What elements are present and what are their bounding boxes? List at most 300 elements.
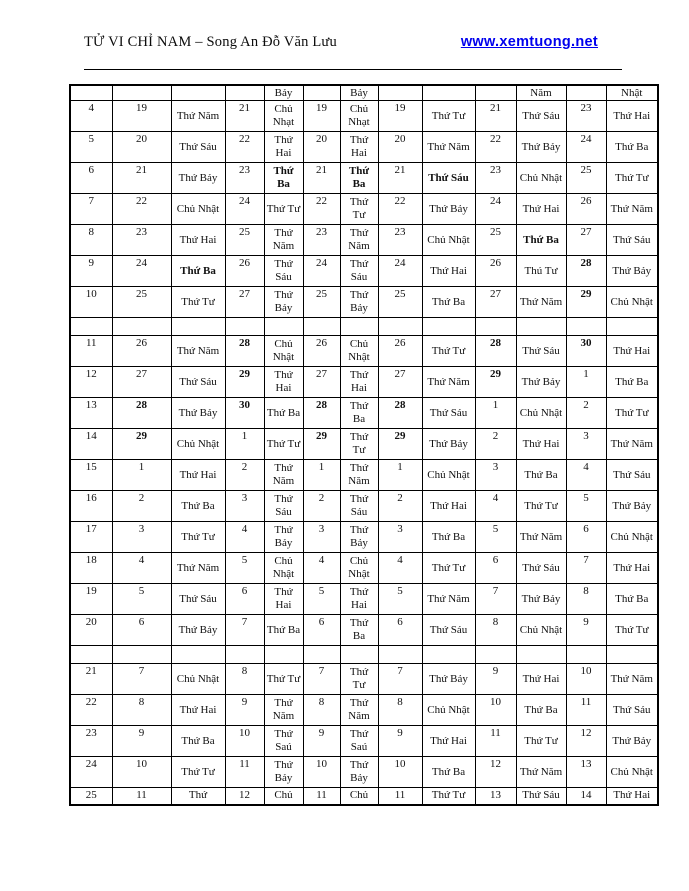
weekday-cell: Thứ Năm	[606, 429, 658, 460]
day-number-cell: 26	[378, 336, 422, 367]
day-number-cell: 23	[566, 101, 606, 132]
day-number-cell: 19	[70, 584, 112, 615]
weekday-cell: Chủ Nhật	[516, 615, 566, 646]
weekday-cell: Chủ Nhật	[422, 460, 475, 491]
day-number-cell: 23	[303, 225, 340, 256]
weekday-cell	[422, 318, 475, 336]
weekday-cell: Thứ Sáu	[171, 584, 225, 615]
day-number-cell: 16	[70, 491, 112, 522]
day-number-cell: 24	[112, 256, 171, 287]
weekday-cell: Thứ Sáu	[340, 491, 378, 522]
day-number-cell: 5	[70, 132, 112, 163]
weekday-cell: Thứ Năm	[264, 460, 303, 491]
day-number-cell: 1	[378, 460, 422, 491]
weekday-cell: Thứ	[171, 788, 225, 805]
day-number-cell: 26	[475, 256, 516, 287]
weekday-cell: Thứ Tư	[422, 788, 475, 805]
weekday-cell: Thứ Saú	[264, 726, 303, 757]
day-number-cell	[378, 646, 422, 664]
weekday-cell: Thứ Ba	[171, 726, 225, 757]
weekday-cell: Chủ Nhật	[171, 194, 225, 225]
table-row	[70, 522, 658, 553]
table-row	[70, 429, 658, 460]
table-row	[70, 757, 658, 788]
day-number-cell: 27	[303, 367, 340, 398]
day-number-cell: 22	[225, 132, 264, 163]
day-number-cell: 28	[475, 336, 516, 367]
day-number-cell: 11	[378, 788, 422, 805]
weekday-cell	[264, 646, 303, 664]
weekday-cell: Thứ Năm	[171, 336, 225, 367]
day-number-cell	[566, 85, 606, 101]
weekday-cell: Chủ Nhật	[606, 287, 658, 318]
weekday-cell: Thứ Bảy	[340, 522, 378, 553]
day-number-cell: 3	[225, 491, 264, 522]
weekday-cell: Chủ Nhật	[516, 398, 566, 429]
weekday-cell: Thứ Hai	[516, 664, 566, 695]
weekday-cell	[422, 646, 475, 664]
day-number-cell: 4	[225, 522, 264, 553]
day-number-cell: 9	[566, 615, 606, 646]
day-number-cell: 11	[566, 695, 606, 726]
day-number-cell: 22	[112, 194, 171, 225]
day-number-cell	[70, 646, 112, 664]
day-number-cell: 29	[112, 429, 171, 460]
day-number-cell: 29	[566, 287, 606, 318]
table-row	[70, 491, 658, 522]
day-number-cell: 25	[566, 163, 606, 194]
day-number-cell	[475, 318, 516, 336]
day-number-cell: 25	[225, 225, 264, 256]
weekday-cell: Thứ Hai	[516, 429, 566, 460]
day-number-cell: 18	[70, 553, 112, 584]
day-number-cell: 17	[70, 522, 112, 553]
day-number-cell: 7	[475, 584, 516, 615]
weekday-cell: Thứ Ba	[606, 584, 658, 615]
day-number-cell: 29	[378, 429, 422, 460]
weekday-cell: Thứ Tư	[340, 429, 378, 460]
day-number-cell: 20	[303, 132, 340, 163]
weekday-cell: Bảy	[264, 85, 303, 101]
weekday-cell: Thứ Tư	[606, 163, 658, 194]
weekday-cell: Thứ Bảy	[171, 615, 225, 646]
weekday-cell: Thứ Bảy	[516, 367, 566, 398]
day-number-cell: 9	[378, 726, 422, 757]
weekday-cell: Thứ Tư	[264, 664, 303, 695]
day-number-cell: 21	[225, 101, 264, 132]
day-number-cell: 9	[303, 726, 340, 757]
weekday-cell: Thứ Năm	[171, 101, 225, 132]
day-number-cell: 11	[70, 336, 112, 367]
day-number-cell: 26	[303, 336, 340, 367]
day-number-cell	[303, 318, 340, 336]
weekday-cell: Thứ Hai	[171, 695, 225, 726]
day-number-cell: 2	[475, 429, 516, 460]
day-number-cell: 12	[566, 726, 606, 757]
day-number-cell	[566, 646, 606, 664]
weekday-cell	[606, 318, 658, 336]
weekday-cell: Chủ Nhạt	[340, 101, 378, 132]
weekday-cell: Thứ Ba	[340, 398, 378, 429]
day-number-cell: 23	[225, 163, 264, 194]
weekday-cell: Thứ Bảy	[422, 194, 475, 225]
day-number-cell: 30	[566, 336, 606, 367]
weekday-cell	[171, 85, 225, 101]
day-number-cell	[70, 85, 112, 101]
weekday-cell: Thứ Ba	[340, 163, 378, 194]
weekday-cell: Năm	[516, 85, 566, 101]
weekday-cell: Thứ Bảy	[171, 398, 225, 429]
day-number-cell: 7	[303, 664, 340, 695]
day-number-cell: 4	[303, 553, 340, 584]
weekday-cell: Thứ Ba	[606, 132, 658, 163]
day-number-cell: 19	[112, 101, 171, 132]
day-number-cell: 1	[225, 429, 264, 460]
weekday-cell	[516, 646, 566, 664]
day-number-cell	[225, 85, 264, 101]
day-number-cell: 2	[303, 491, 340, 522]
day-number-cell: 3	[475, 460, 516, 491]
weekday-cell: Thứ Ba	[606, 367, 658, 398]
weekday-cell: Chủ Nhật	[340, 336, 378, 367]
weekday-cell	[606, 646, 658, 664]
weekday-cell: Thứ Sáu	[340, 256, 378, 287]
weekday-cell: Chủ Nhật	[171, 664, 225, 695]
day-number-cell: 10	[303, 757, 340, 788]
day-number-cell: 5	[475, 522, 516, 553]
day-number-cell: 7	[70, 194, 112, 225]
day-number-cell: 29	[475, 367, 516, 398]
weekday-cell: Thứ Sáu	[606, 225, 658, 256]
day-number-cell: 27	[475, 287, 516, 318]
weekday-cell: Nhật	[606, 85, 658, 101]
day-number-cell	[566, 318, 606, 336]
weekday-cell: Thứ Sáu	[516, 336, 566, 367]
day-number-cell: 1	[566, 367, 606, 398]
day-number-cell	[475, 646, 516, 664]
day-number-cell: 12	[70, 367, 112, 398]
day-number-cell: 25	[378, 287, 422, 318]
day-number-cell: 3	[378, 522, 422, 553]
weekday-cell: Thứ Bảy	[606, 726, 658, 757]
weekday-cell: Thứ Ba	[264, 398, 303, 429]
day-number-cell	[378, 85, 422, 101]
day-number-cell: 27	[112, 367, 171, 398]
weekday-cell: Thứ Hai	[264, 367, 303, 398]
day-number-cell: 28	[566, 256, 606, 287]
day-number-cell: 1	[475, 398, 516, 429]
day-number-cell: 26	[112, 336, 171, 367]
table-row	[70, 336, 658, 367]
day-number-cell: 21	[475, 101, 516, 132]
day-number-cell: 25	[475, 225, 516, 256]
weekday-cell: Thứ Ba	[340, 615, 378, 646]
table-row	[70, 318, 658, 336]
day-number-cell: 10	[378, 757, 422, 788]
weekday-cell: Thứ Bảy	[340, 287, 378, 318]
weekday-cell: Thứ Ba	[264, 163, 303, 194]
table-row	[70, 163, 658, 194]
day-number-cell: 10	[225, 726, 264, 757]
weekday-cell: Thứ Tư	[422, 336, 475, 367]
table-row	[70, 256, 658, 287]
day-number-cell: 23	[70, 726, 112, 757]
day-number-cell: 8	[475, 615, 516, 646]
day-number-cell: 27	[225, 287, 264, 318]
table-row	[70, 788, 658, 805]
weekday-cell: Chủ	[340, 788, 378, 805]
day-number-cell: 12	[475, 757, 516, 788]
weekday-cell: Thứ Tư	[340, 664, 378, 695]
day-number-cell: 24	[70, 757, 112, 788]
weekday-cell: Chủ Nhật	[422, 225, 475, 256]
day-number-cell: 24	[225, 194, 264, 225]
day-number-cell: 3	[566, 429, 606, 460]
day-number-cell: 14	[566, 788, 606, 805]
weekday-cell: Chủ Nhật	[340, 553, 378, 584]
day-number-cell: 4	[112, 553, 171, 584]
weekday-cell: Thứ Sáu	[171, 132, 225, 163]
day-number-cell	[225, 318, 264, 336]
weekday-cell: Chủ Nhật	[516, 163, 566, 194]
day-number-cell	[303, 85, 340, 101]
weekday-cell: Thứ Năm	[340, 460, 378, 491]
day-number-cell: 13	[475, 788, 516, 805]
day-number-cell	[303, 646, 340, 664]
table-row	[70, 367, 658, 398]
day-number-cell: 25	[303, 287, 340, 318]
day-number-cell: 26	[225, 256, 264, 287]
weekday-cell: Thứ Hai	[422, 256, 475, 287]
weekday-cell: Thứ Sáu	[422, 398, 475, 429]
day-number-cell: 12	[225, 788, 264, 805]
weekday-cell	[422, 85, 475, 101]
weekday-cell: Thứ Ba	[171, 491, 225, 522]
day-number-cell: 5	[378, 584, 422, 615]
day-number-cell: 11	[475, 726, 516, 757]
weekday-cell: Thứ Sáu	[171, 367, 225, 398]
day-number-cell	[112, 85, 171, 101]
day-number-cell: 25	[70, 788, 112, 805]
day-number-cell: 2	[112, 491, 171, 522]
weekday-cell	[171, 646, 225, 664]
day-number-cell: 26	[566, 194, 606, 225]
day-number-cell: 2	[566, 398, 606, 429]
day-number-cell: 6	[475, 553, 516, 584]
day-number-cell: 8	[566, 584, 606, 615]
weekday-cell	[516, 318, 566, 336]
day-number-cell: 4	[566, 460, 606, 491]
weekday-cell: Thứ Bảy	[606, 491, 658, 522]
day-number-cell: 1	[303, 460, 340, 491]
day-number-cell: 22	[378, 194, 422, 225]
day-number-cell: 4	[475, 491, 516, 522]
weekday-cell: Thứ Hai	[422, 491, 475, 522]
weekday-cell: Thứ Năm	[516, 287, 566, 318]
weekday-cell: Thứ Hai	[516, 194, 566, 225]
weekday-cell: Thứ Hai	[264, 584, 303, 615]
table-row	[70, 664, 658, 695]
day-number-cell: 13	[70, 398, 112, 429]
calendar-table	[69, 84, 659, 806]
weekday-cell: Thứ Tư	[171, 522, 225, 553]
day-number-cell: 19	[378, 101, 422, 132]
weekday-cell: Thứ Tư	[516, 726, 566, 757]
day-number-cell: 8	[70, 225, 112, 256]
day-number-cell: 6	[303, 615, 340, 646]
weekday-cell: Thứ Tư	[171, 757, 225, 788]
weekday-cell: Thứ Tư	[171, 287, 225, 318]
day-number-cell: 9	[70, 256, 112, 287]
weekday-cell: Thứ Bảy	[264, 757, 303, 788]
day-number-cell: 29	[303, 429, 340, 460]
weekday-cell: Thứ Hai	[171, 225, 225, 256]
weekday-cell: Thứ Hai	[340, 367, 378, 398]
day-number-cell: 23	[475, 163, 516, 194]
day-number-cell: 21	[378, 163, 422, 194]
table-row	[70, 646, 658, 664]
day-number-cell: 25	[112, 287, 171, 318]
weekday-cell: Thứ Bảy	[264, 287, 303, 318]
day-number-cell: 11	[112, 788, 171, 805]
day-number-cell: 23	[112, 225, 171, 256]
weekday-cell: Thứ Sáu	[264, 491, 303, 522]
day-number-cell: 27	[378, 367, 422, 398]
day-number-cell	[112, 318, 171, 336]
day-number-cell: 20	[70, 615, 112, 646]
day-number-cell: 23	[378, 225, 422, 256]
weekday-cell: Thứ Ba	[516, 225, 566, 256]
day-number-cell: 6	[225, 584, 264, 615]
day-number-cell	[70, 318, 112, 336]
weekday-cell: Thứ Ba	[171, 256, 225, 287]
table-row	[70, 460, 658, 491]
weekday-cell: Thứ Sáu	[422, 163, 475, 194]
weekday-cell: Thứ Ba	[422, 522, 475, 553]
table-row	[70, 101, 658, 132]
day-number-cell: 4	[378, 553, 422, 584]
weekday-cell: Thứ Hai	[606, 553, 658, 584]
weekday-cell: Thứ Sáu	[606, 695, 658, 726]
day-number-cell: 6	[378, 615, 422, 646]
table-row	[70, 225, 658, 256]
weekday-cell	[171, 318, 225, 336]
weekday-cell: Thứ Hai	[606, 336, 658, 367]
table-row	[70, 615, 658, 646]
weekday-cell: Thứ Năm	[422, 132, 475, 163]
day-number-cell: 3	[303, 522, 340, 553]
day-number-cell: 8	[378, 695, 422, 726]
day-number-cell: 6	[566, 522, 606, 553]
weekday-cell: Thứ Tư	[606, 615, 658, 646]
day-number-cell: 13	[566, 757, 606, 788]
weekday-cell	[340, 646, 378, 664]
day-number-cell: 10	[566, 664, 606, 695]
website-link[interactable]: www.xemtuong.net	[460, 34, 598, 50]
weekday-cell: Thứ Ba	[516, 695, 566, 726]
day-number-cell: 28	[303, 398, 340, 429]
day-number-cell: 7	[378, 664, 422, 695]
weekday-cell: Chủ Nhật	[606, 522, 658, 553]
weekday-cell: Thứ Hai	[340, 132, 378, 163]
weekday-cell: Thứ Ba	[422, 287, 475, 318]
weekday-cell: Thứ Tư	[606, 398, 658, 429]
day-number-cell: 21	[70, 664, 112, 695]
day-number-cell: 2	[378, 491, 422, 522]
day-number-cell: 24	[566, 132, 606, 163]
table-row	[70, 584, 658, 615]
weekday-cell: Thứ Bảy	[516, 584, 566, 615]
weekday-cell: Chủ Nhật	[171, 429, 225, 460]
table-row	[70, 132, 658, 163]
weekday-cell: Thứ Bảy	[422, 664, 475, 695]
weekday-cell: Chủ Nhật	[264, 336, 303, 367]
header-divider	[84, 69, 622, 70]
weekday-cell: Thứ Hai	[606, 101, 658, 132]
weekday-cell: Thứ Tư	[340, 194, 378, 225]
day-number-cell: 19	[303, 101, 340, 132]
weekday-cell: Thứ Hai	[340, 584, 378, 615]
weekday-cell: Bảy	[340, 85, 378, 101]
weekday-cell: Thứ Năm	[264, 225, 303, 256]
weekday-cell: Thứ Năm	[340, 695, 378, 726]
weekday-cell: Thứ Tư	[516, 491, 566, 522]
page-title: TỬ VI CHỈ NAM – Song An Đỗ Văn Lưu	[84, 34, 337, 50]
weekday-cell	[264, 318, 303, 336]
day-number-cell: 11	[303, 788, 340, 805]
weekday-cell: Thứ Hai	[171, 460, 225, 491]
day-number-cell: 10	[475, 695, 516, 726]
day-number-cell: 20	[112, 132, 171, 163]
day-number-cell: 6	[112, 615, 171, 646]
calendar-table-body	[70, 85, 658, 805]
weekday-cell: Thứ Tư	[422, 553, 475, 584]
day-number-cell: 3	[112, 522, 171, 553]
table-row	[70, 726, 658, 757]
day-number-cell: 22	[475, 132, 516, 163]
day-number-cell: 8	[303, 695, 340, 726]
weekday-cell: Thứ Năm	[516, 522, 566, 553]
weekday-cell: Thứ Sáu	[516, 788, 566, 805]
weekday-cell: Thứ Năm	[606, 664, 658, 695]
day-number-cell: 22	[303, 194, 340, 225]
day-number-cell: 7	[112, 664, 171, 695]
day-number-cell: 9	[225, 695, 264, 726]
weekday-cell: Thứ Sáu	[516, 553, 566, 584]
day-number-cell: 22	[70, 695, 112, 726]
table-row	[70, 695, 658, 726]
day-number-cell: 7	[225, 615, 264, 646]
weekday-cell: Thứ Tư	[264, 429, 303, 460]
day-number-cell: 9	[112, 726, 171, 757]
day-number-cell: 29	[225, 367, 264, 398]
day-number-cell: 15	[70, 460, 112, 491]
weekday-cell: Chủ Nhật	[422, 695, 475, 726]
day-number-cell: 8	[225, 664, 264, 695]
weekday-cell: Chủ	[264, 788, 303, 805]
weekday-cell: Thứ Ba	[264, 615, 303, 646]
day-number-cell	[475, 85, 516, 101]
weekday-cell: Thứ Năm	[422, 367, 475, 398]
day-number-cell	[112, 646, 171, 664]
weekday-cell	[340, 318, 378, 336]
day-number-cell: 5	[566, 491, 606, 522]
day-number-cell	[225, 646, 264, 664]
day-number-cell: 24	[303, 256, 340, 287]
weekday-cell: Thứ Hai	[606, 788, 658, 805]
weekday-cell: Thứ Sáu	[264, 256, 303, 287]
weekday-cell: Thứ Ba	[516, 460, 566, 491]
